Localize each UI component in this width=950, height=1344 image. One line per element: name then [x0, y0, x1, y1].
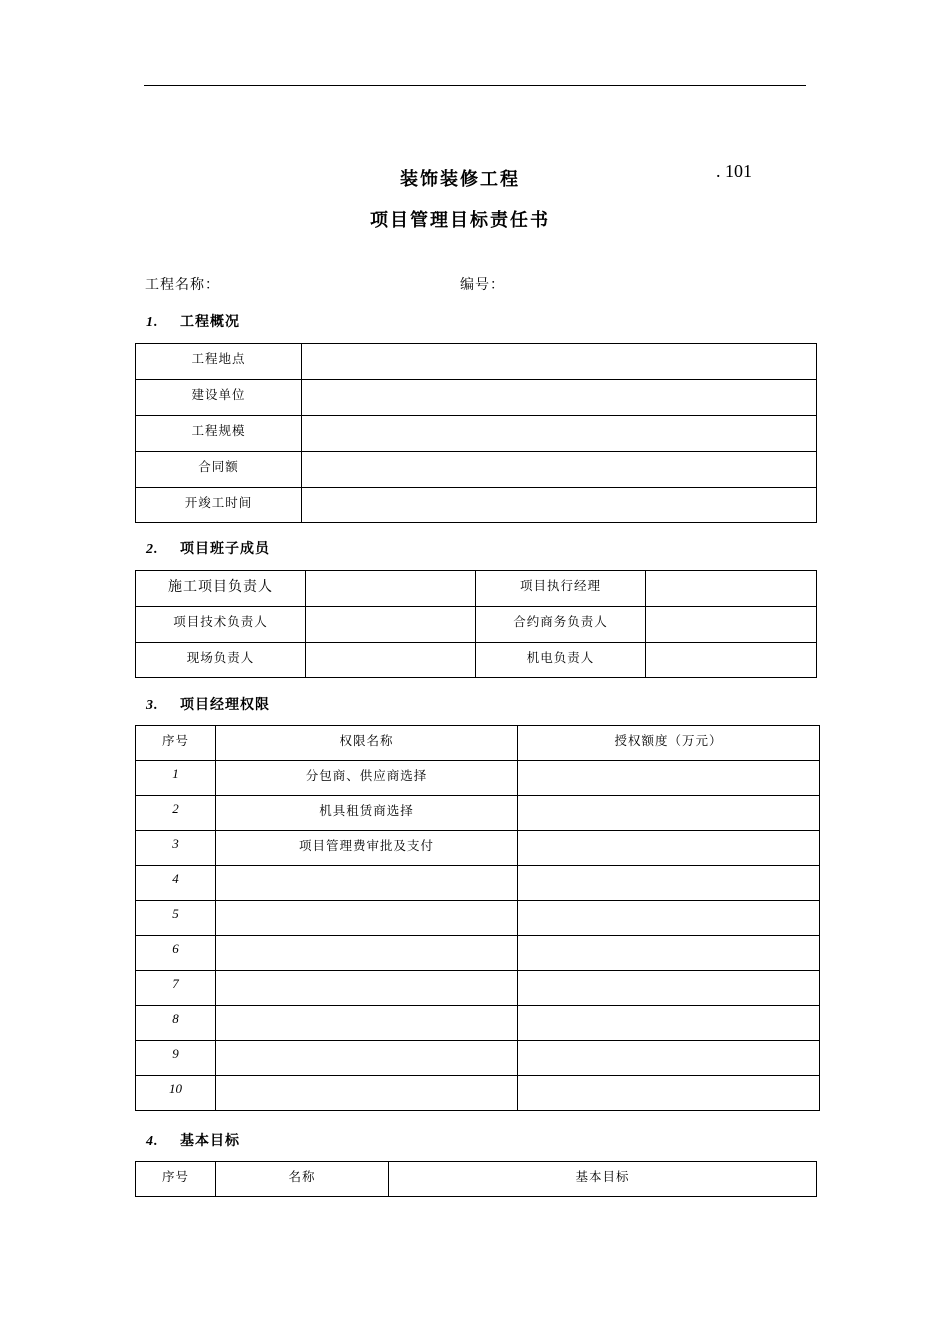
- row-number: 9: [136, 1041, 216, 1076]
- section-title: 项目班子成员: [180, 541, 270, 557]
- row-number: 8: [136, 1006, 216, 1041]
- top-rule: [144, 85, 806, 86]
- value-cell[interactable]: [302, 452, 817, 488]
- amount-cell[interactable]: [518, 831, 820, 866]
- project-overview-table: [135, 343, 817, 523]
- row-label: 现场负责人: [136, 643, 306, 678]
- manager-authority-table: [135, 725, 820, 1111]
- row-number: 10: [136, 1076, 216, 1111]
- amount-cell[interactable]: [518, 1076, 820, 1111]
- row-label: 机电负责人: [476, 643, 646, 678]
- table-row: [136, 866, 820, 901]
- amount-cell[interactable]: [518, 971, 820, 1006]
- value-cell[interactable]: [302, 344, 817, 380]
- basic-goals-table: [135, 1161, 817, 1197]
- column-header: 序号: [136, 1162, 216, 1197]
- row-number: 7: [136, 971, 216, 1006]
- table-row: [136, 901, 820, 936]
- section-number: 1.: [146, 315, 159, 330]
- section-2-heading: [146, 538, 270, 558]
- row-label: 开竣工时间: [136, 488, 302, 523]
- section-number: 4.: [146, 1134, 159, 1149]
- authority-name[interactable]: [216, 936, 518, 971]
- authority-name[interactable]: [216, 971, 518, 1006]
- value-cell[interactable]: [306, 607, 476, 643]
- authority-name: 机具租赁商选择: [216, 796, 518, 831]
- value-cell[interactable]: [302, 416, 817, 452]
- column-header: 序号: [136, 726, 216, 761]
- row-number: 5: [136, 901, 216, 936]
- row-label: 工程地点: [136, 344, 302, 380]
- amount-cell[interactable]: [518, 1006, 820, 1041]
- section-number: 2.: [146, 542, 159, 557]
- authority-name[interactable]: [216, 1076, 518, 1111]
- row-label: 项目执行经理: [476, 571, 646, 607]
- number-label: 编号：: [460, 277, 505, 293]
- amount-cell[interactable]: [518, 936, 820, 971]
- section-title: 项目经理权限: [180, 697, 270, 713]
- value-cell[interactable]: [646, 643, 817, 678]
- section-number: 3.: [146, 698, 159, 713]
- authority-name[interactable]: [216, 1006, 518, 1041]
- row-label: 项目技术负责人: [136, 607, 306, 643]
- value-cell[interactable]: [302, 488, 817, 523]
- section-3-heading: [146, 694, 270, 714]
- section-4-heading: [146, 1130, 240, 1150]
- table-row: [136, 796, 820, 831]
- table-row: [136, 1076, 820, 1111]
- section-title: 工程概况: [180, 314, 240, 330]
- row-label: 建设单位: [136, 380, 302, 416]
- authority-name: 分包商、供应商选择: [216, 761, 518, 796]
- table-row: [136, 831, 820, 866]
- column-header: 名称: [216, 1162, 389, 1197]
- value-cell[interactable]: [646, 571, 817, 607]
- project-name-label: 工程名称：: [145, 277, 220, 293]
- section-title: 基本目标: [180, 1133, 240, 1149]
- document-number: . 101: [716, 161, 752, 181]
- column-header: 基本目标: [389, 1162, 817, 1197]
- column-header: 权限名称: [216, 726, 518, 761]
- table-row: [136, 936, 820, 971]
- table-row: [136, 761, 820, 796]
- row-number: 2: [136, 796, 216, 831]
- amount-cell[interactable]: [518, 866, 820, 901]
- column-header: 授权额度（万元）: [518, 726, 820, 761]
- value-cell[interactable]: [306, 571, 476, 607]
- row-label: 施工项目负责人: [136, 571, 306, 607]
- document-title: 装饰装修工程: [400, 169, 520, 190]
- value-cell[interactable]: [302, 380, 817, 416]
- row-label: 合约商务负责人: [476, 607, 646, 643]
- authority-name[interactable]: [216, 901, 518, 936]
- table-row: [136, 1006, 820, 1041]
- row-number: 6: [136, 936, 216, 971]
- row-number: 3: [136, 831, 216, 866]
- row-label: 合同额: [136, 452, 302, 488]
- value-cell[interactable]: [306, 643, 476, 678]
- authority-name[interactable]: [216, 1041, 518, 1076]
- authority-name[interactable]: [216, 866, 518, 901]
- amount-cell[interactable]: [518, 761, 820, 796]
- table-row: [136, 971, 820, 1006]
- value-cell[interactable]: [646, 607, 817, 643]
- amount-cell[interactable]: [518, 796, 820, 831]
- amount-cell[interactable]: [518, 1041, 820, 1076]
- row-number: 4: [136, 866, 216, 901]
- team-members-table: [135, 570, 817, 678]
- row-number: 1: [136, 761, 216, 796]
- table-row: [136, 1041, 820, 1076]
- section-1-heading: [146, 311, 240, 331]
- row-label: 工程规模: [136, 416, 302, 452]
- authority-name: 项目管理费审批及支付: [216, 831, 518, 866]
- amount-cell[interactable]: [518, 901, 820, 936]
- document-subtitle: 项目管理目标责任书: [370, 210, 550, 231]
